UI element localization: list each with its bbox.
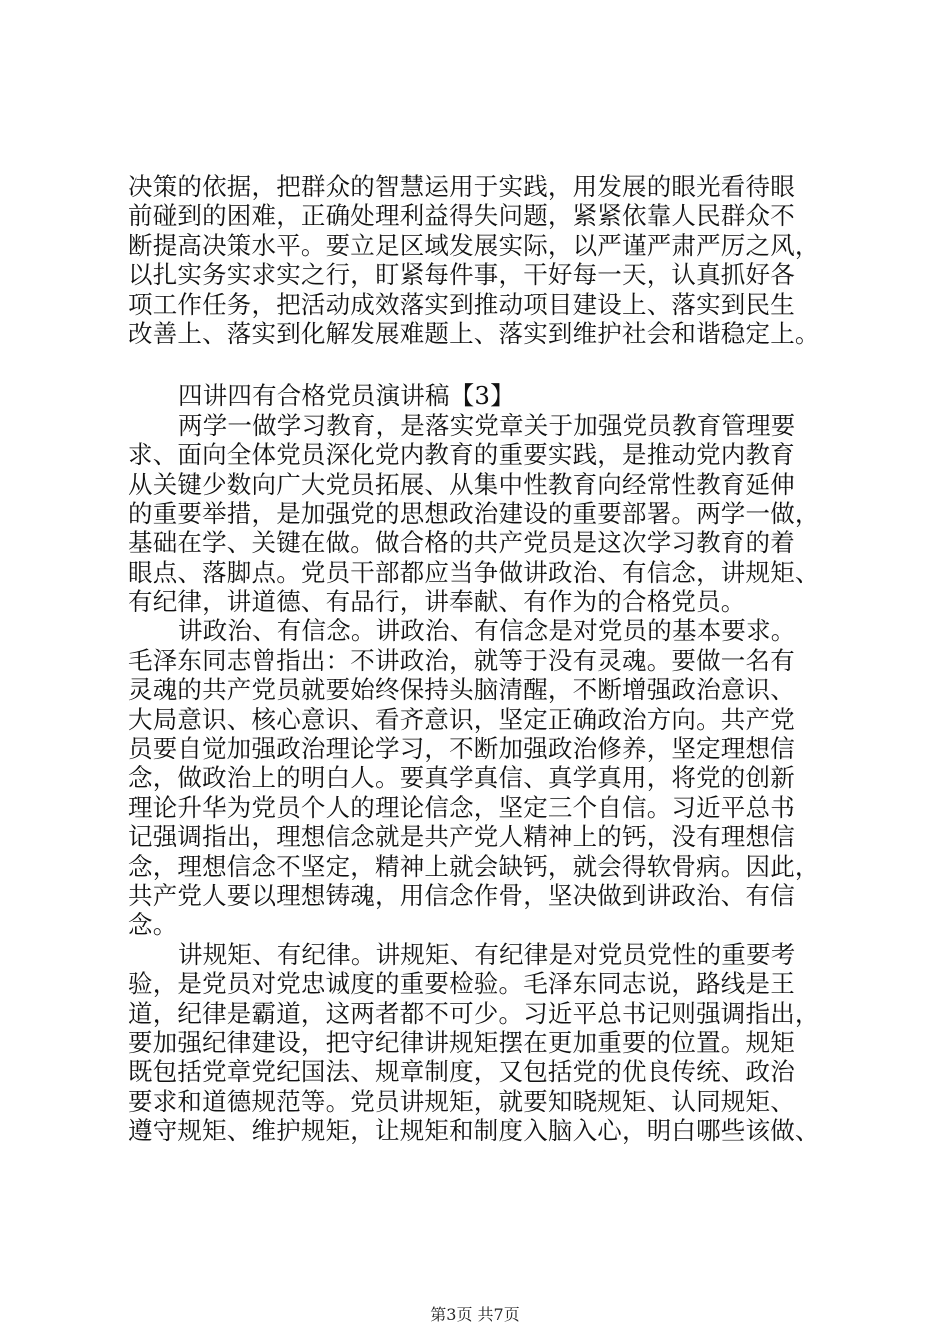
text-line: 眼点、落脚点。党员干部都应当争做讲政治、有信念，讲规矩、 [128,557,820,587]
text-line: 理论升华为党员个人的理论信念，坚定三个自信。习近平总书 [128,792,795,822]
text-line: 既包括党章党纪国法、规章制度，又包括党的优良传统、政治 [128,1057,795,1087]
text-line: 员要自觉加强政治理论学习，不断加强政治修养，坚定理想信 [128,734,795,764]
text-line: 断提高决策水平。要立足区域发展实际，以严谨严肃严厉之风， [128,230,820,260]
text-line: 基础在学、关键在做。做合格的共产党员是这次学习教育的着 [128,528,795,558]
page-footer: 第3页 共7页 [430,1305,520,1324]
document-body [128,172,828,1146]
paragraph-top [128,172,828,348]
text-line: 讲规矩、有纪律。讲规矩、有纪律是对党员党性的重要考 [178,939,796,969]
text-line: 记强调指出，理想信念就是共产党人精神上的钙，没有理想信 [128,822,795,852]
text-line: 以扎实务实求实之行，盯紧每件事，干好每一天，认真抓好各 [128,260,795,290]
section-title: 四讲四有合格党员演讲稿【3】 [178,381,515,411]
text-line: 要求和道德规范等。党员讲规矩，就要知晓规矩、认同规矩、 [128,1086,795,1116]
text-line: 项工作任务，把活动成效落实到推动项目建设上、落实到民生 [128,289,795,319]
text-line: 大局意识、核心意识、看齐意识，坚定正确政治方向。共产党 [128,704,795,734]
text-line: 要加强纪律建设，把守纪律讲规矩摆在更加重要的位置。规矩 [128,1027,795,1057]
text-line: 决策的依据，把群众的智慧运用于实践，用发展的眼光看待眼 [128,172,795,201]
text-line: 求、面向全体党员深化党内教育的重要实践，是推动党内教育 [128,440,795,470]
text-line: 念。 [128,910,178,940]
text-line: 道，纪律是霸道，这两者都不可少。习近平总书记则强调指出， [128,998,820,1028]
text-line: 念，做政治上的明白人。要真学真信、真学真用，将党的创新 [128,763,795,793]
paragraph-2 [128,616,828,939]
text-line: 有纪律，讲道德、有品行，讲奉献、有作为的合格党员。 [128,587,746,617]
text-line: 前碰到的困难，正确处理利益得失问题，紧紧依靠人民群众不 [128,201,795,231]
text-line: 讲政治、有信念。讲政治、有信念是对党员的基本要求。 [178,616,796,646]
text-line: 共产党人要以理想铸魂，用信念作骨，坚决做到讲政治、有信 [128,880,795,910]
text-line: 两学一做学习教育，是落实党章关于加强党员教育管理要 [178,410,796,440]
text-line: 改善上、落实到化解发展难题上、落实到维护社会和谐稳定上。 [128,318,820,348]
text-line: 灵魂的共产党员就要始终保持头脑清醒，不断增强政治意识、 [128,675,795,705]
text-line: 的重要举措，是加强党的思想政治建设的重要部署。两学一做， [128,498,820,528]
text-line: 遵守规矩、维护规矩，让规矩和制度入脑入心，明白哪些该做、 [128,1116,820,1146]
text-line: 念，理想信念不坚定，精神上就会缺钙，就会得软骨病。因此， [128,851,820,881]
paragraph-gap [128,348,828,381]
paragraph-1 [128,411,828,617]
text-line: 验，是党员对党忠诚度的重要检验。毛泽东同志说，路线是王 [128,969,795,999]
text-line: 从关键少数向广大党员拓展、从集中性教育向经常性教育延伸 [128,469,795,499]
text-line: 毛泽东同志曾指出：不讲政治，就等于没有灵魂。要做一名有 [128,645,795,675]
paragraph-3 [128,940,828,1146]
